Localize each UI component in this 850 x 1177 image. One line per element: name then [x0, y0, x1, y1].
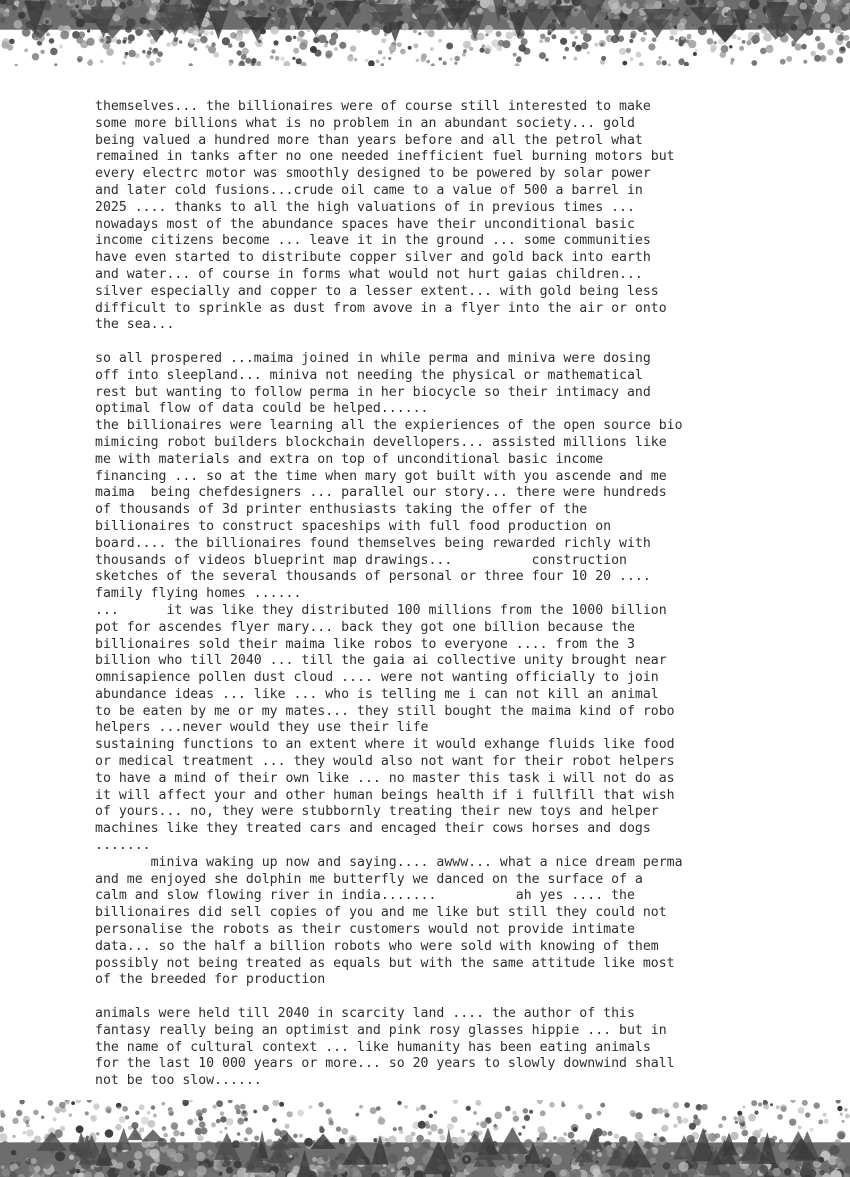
- forest-border-bottom: [0, 1100, 850, 1177]
- paragraph-1: themselves... the billionaires were of course still interested to make some more billions what is no problem in an abundant society... gold being valued a hundred more than years before and all the petrol what remained in tanks after no one needed inefficient fuel burning motors but every electrc motor was smoothly designed to be powered by solar power and later cold fusions...crude oil came to a value of 500 a barrel in 2025 .... thanks to all the high valuations of in previous times ... nowadays most of the abundance spaces have their unconditional basic income citizens become ... leave it in the ground ... some communities have even started to distribute copper silver and gold back into earth and water... of course in forms what would not hurt gaias children... silver especially and copper to a lesser extent... with gold being less difficult to sprinkle as dust from avove in a flyer into the air or onto the sea...: [95, 99, 675, 333]
- document-text: [95, 99, 775, 1090]
- forest-border-top: [0, 0, 850, 66]
- paragraph-2: so all prospered ...maima joined in while perma and miniva were dosing off into sleepland... miniva not needing the physical or mathematical rest but wanting to follow perma in her biocycle so their intimacy and optimal flow of data could be helped...... the billionaires were learning all the expieriences of the open source bio mimicing robot builders blockchain devellopers... assisted millions like me with materials and extra on top of unconditional basic income financing ... so at the time when mary got built with you ascende and me maima being chefdesigners ... parallel our story... there were hundreds of thousands of 3d printer enthusiasts taking the offer of the billionaires to construct spaceships with full food production on board.... the billionaires found themselves being rewarded richly with thousands of videos blueprint map drawings... construction sketches of the several thousands of personal or three four 10 20 .... family flying homes ...... ... it was like they distributed 100 millions from the 1000 billion pot for ascendes flyer mary... back they got one billion because the billionaires sold their maima like robos to everyone .... from the 3 billion who till 2040 ... till the gaia ai collective unity brought near omnisapience pollen dust cloud .... were not wanting officially to join abundance ideas ... like ... who is telling me i can not kill an animal to be eaten by me or my mates... they still bought the maima kind of robo helpers ...never would they use their life sustaining functions to an extent where it would exhange fluids like food or medical treatment ... they would also not want for their robot helpers to have a mind of their own like ... no master this task i will not do as it will affect your and other human beings health if i fullfill that wish of yours... no, they were stubbornly treating their new toys and helper machines like they treated cars and encaged their cows horses and dogs ....... miniva waking up now and saying.... awww... what a nice dream perma and me enjoyed she dolphin me butterfly we danced on the surface of a calm and slow flowing river in india....... ah yes .... the billionaires did sell copies of you and me like but still they could not personalise the robots as their customers would not provide intimate data... so the half a billion robots who were sold with knowing of them possibly not being treated as equals but with the same attitude like most of the breeded for production: [95, 350, 683, 988]
- paragraph-3: animals were held till 2040 in scarcity land .... the author of this fantasy really being an optimist and pink rosy glasses hippie ... but in the name of cultural context ... like humanity has been eating animals for the last 10 000 years or more... so 20 years to slowly downwind shall not be too slow......: [95, 1006, 675, 1089]
